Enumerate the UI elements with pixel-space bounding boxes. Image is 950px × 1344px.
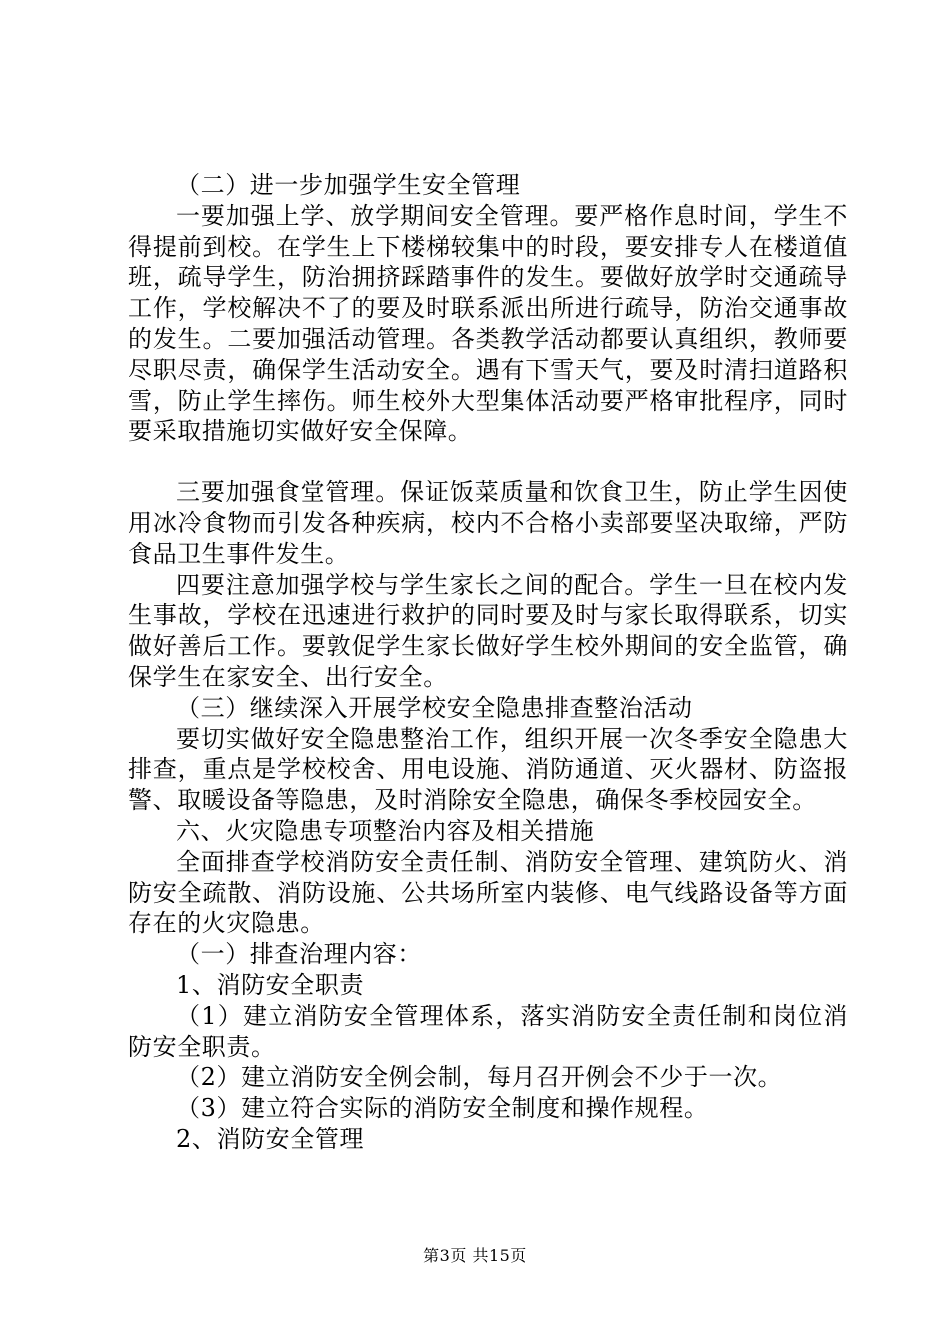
section-heading-3: （三）继续深入开展学校安全隐患排查整治活动 — [176, 693, 693, 722]
item-1: （1）建立消防安全管理体系，落实消防安全责任制和岗位消防安全职责。 — [128, 1001, 848, 1061]
section-heading-2: （二）进一步加强学生安全管理 — [176, 171, 521, 199]
item-3: （3）建立符合实际的消防安全制度和操作规程。 — [176, 1094, 709, 1123]
page-number: 第3页 共15页 — [423, 1246, 527, 1265]
item-fire-duty: 1、消防安全职责 — [176, 970, 365, 999]
item-fire-management: 2、消防安全管理 — [176, 1124, 365, 1153]
section-heading-fire: 六、火灾隐患专项整治内容及相关措施 — [176, 816, 595, 845]
item-2: （2）建立消防安全例会制，每月召开例会不少于一次。 — [176, 1063, 783, 1092]
document-body — [128, 170, 848, 1155]
paragraph-hazard-check: 要切实做好安全隐患整治工作，组织开展一次冬季安全隐患大排查，重点是学校校舍、用电设施、消防通道、灭火器材、防盗报警、取暖设备等隐患，及时消除安全隐患，确保冬季校园安全。 — [128, 724, 848, 815]
paragraph-canteen: 三要加强食堂管理。保证饭菜质量和饮食卫生，防止学生因使用冰冷食物而引发各种疾病，校内不合格小卖部要坚决取缔，严防食品卫生事件发生。 — [128, 478, 848, 568]
paragraph-student-safety: 一要加强上学、放学期间安全管理。要严格作息时间，学生不得提前到校。在学生上下楼梯较集中的时段，要安排专人在楼道值班，疏导学生，防治拥挤踩踏事件的发生。要做好放学时交通疏导工作，学校解决不了的要及时联系派出所进行疏导，防治交通事故的发生。二要加强活动管理。各类教学活动都要认真组织，教师要尽职尽责，确保学生活动安全。遇有下雪天气，要及时清扫道路积雪，防止学生摔伤。师生校外大型集体活动要严格审批程序，同时要采取措施切实做好安全保障。 — [128, 201, 848, 446]
paragraph-fire-check: 全面排查学校消防安全责任制、消防安全管理、建筑防火、消防安全疏散、消防设施、公共场所室内装修、电气线路设备等方面存在的火灾隐患。 — [128, 847, 848, 938]
subheading-inspection: （一）排查治理内容： — [176, 940, 422, 969]
paragraph-parents: 四要注意加强学校与学生家长之间的配合。学生一旦在校内发生事故，学校在迅速进行救护的同时要及时与家长取得联系，切实做好善后工作。要敦促学生家长做好学生校外期间的安全监管，确保学生在家安全、出行安全。 — [128, 570, 848, 691]
